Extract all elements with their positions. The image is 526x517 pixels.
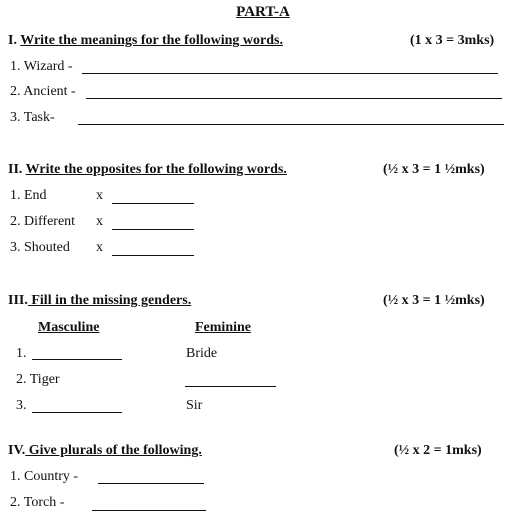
- section-1-heading: [8, 33, 283, 49]
- gender-row-1-masculine: 1.: [16, 346, 27, 361]
- section-2-item-2: 2. Different: [10, 214, 76, 229]
- section-2-item-3: 3. Shouted: [10, 240, 70, 255]
- section-1-number: I.: [8, 33, 17, 48]
- answer-blank-end[interactable]: [112, 203, 194, 204]
- answer-blank-shouted[interactable]: [112, 255, 194, 256]
- answer-blank-country[interactable]: [98, 483, 204, 484]
- gender-row-3-masculine: 3.: [16, 398, 27, 413]
- section-4-marks: (½ x 2 = 1mks): [394, 443, 482, 458]
- page-title: PART-A: [236, 4, 290, 20]
- section-4-heading: [8, 443, 202, 459]
- section-1-marks: (1 x 3 = 3mks): [410, 33, 495, 48]
- opposite-marker: x: [96, 188, 103, 203]
- answer-blank-different[interactable]: [112, 229, 194, 230]
- section-2-title: Write the opposites for the following words.: [25, 162, 287, 177]
- column-feminine: Feminine: [195, 320, 251, 335]
- section-4-item-2: 2. Torch -: [10, 495, 65, 510]
- answer-blank-wizard[interactable]: [82, 73, 498, 74]
- gender-row-3-feminine: Sir: [186, 398, 203, 413]
- answer-blank-masculine-3[interactable]: [32, 412, 122, 413]
- section-2-number: II.: [8, 162, 23, 177]
- gender-row-2-masculine: 2. Tiger: [16, 372, 60, 387]
- section-2-heading: [8, 162, 287, 178]
- opposite-marker: x: [96, 214, 103, 229]
- section-4-title: Give plurals of the following.: [25, 443, 202, 458]
- section-3-number: III.: [8, 293, 28, 308]
- section-1-item-2: 2. Ancient -: [10, 84, 76, 99]
- section-1-item-3: 3. Task-: [10, 110, 55, 125]
- section-2-item-1: 1. End: [10, 188, 47, 203]
- answer-blank-task[interactable]: [78, 124, 504, 125]
- section-2-marks: (½ x 3 = 1 ½mks): [383, 162, 485, 177]
- section-3-marks: (½ x 3 = 1 ½mks): [383, 293, 485, 308]
- opposite-marker: x: [96, 240, 103, 255]
- column-masculine: Masculine: [38, 320, 100, 335]
- section-1-item-1: 1. Wizard -: [10, 59, 73, 74]
- section-3-title: Fill in the missing genders.: [27, 293, 192, 308]
- section-4-item-1: 1. Country -: [10, 469, 79, 484]
- section-1-title: Write the meanings for the following words.: [20, 33, 283, 48]
- section-3-heading: [8, 293, 191, 309]
- answer-blank-torch[interactable]: [92, 510, 206, 511]
- answer-blank-feminine-2[interactable]: [185, 386, 276, 387]
- section-4-number: IV.: [8, 443, 26, 458]
- answer-blank-masculine-1[interactable]: [32, 359, 122, 360]
- answer-blank-ancient[interactable]: [86, 98, 502, 99]
- gender-row-1-feminine: Bride: [186, 346, 218, 361]
